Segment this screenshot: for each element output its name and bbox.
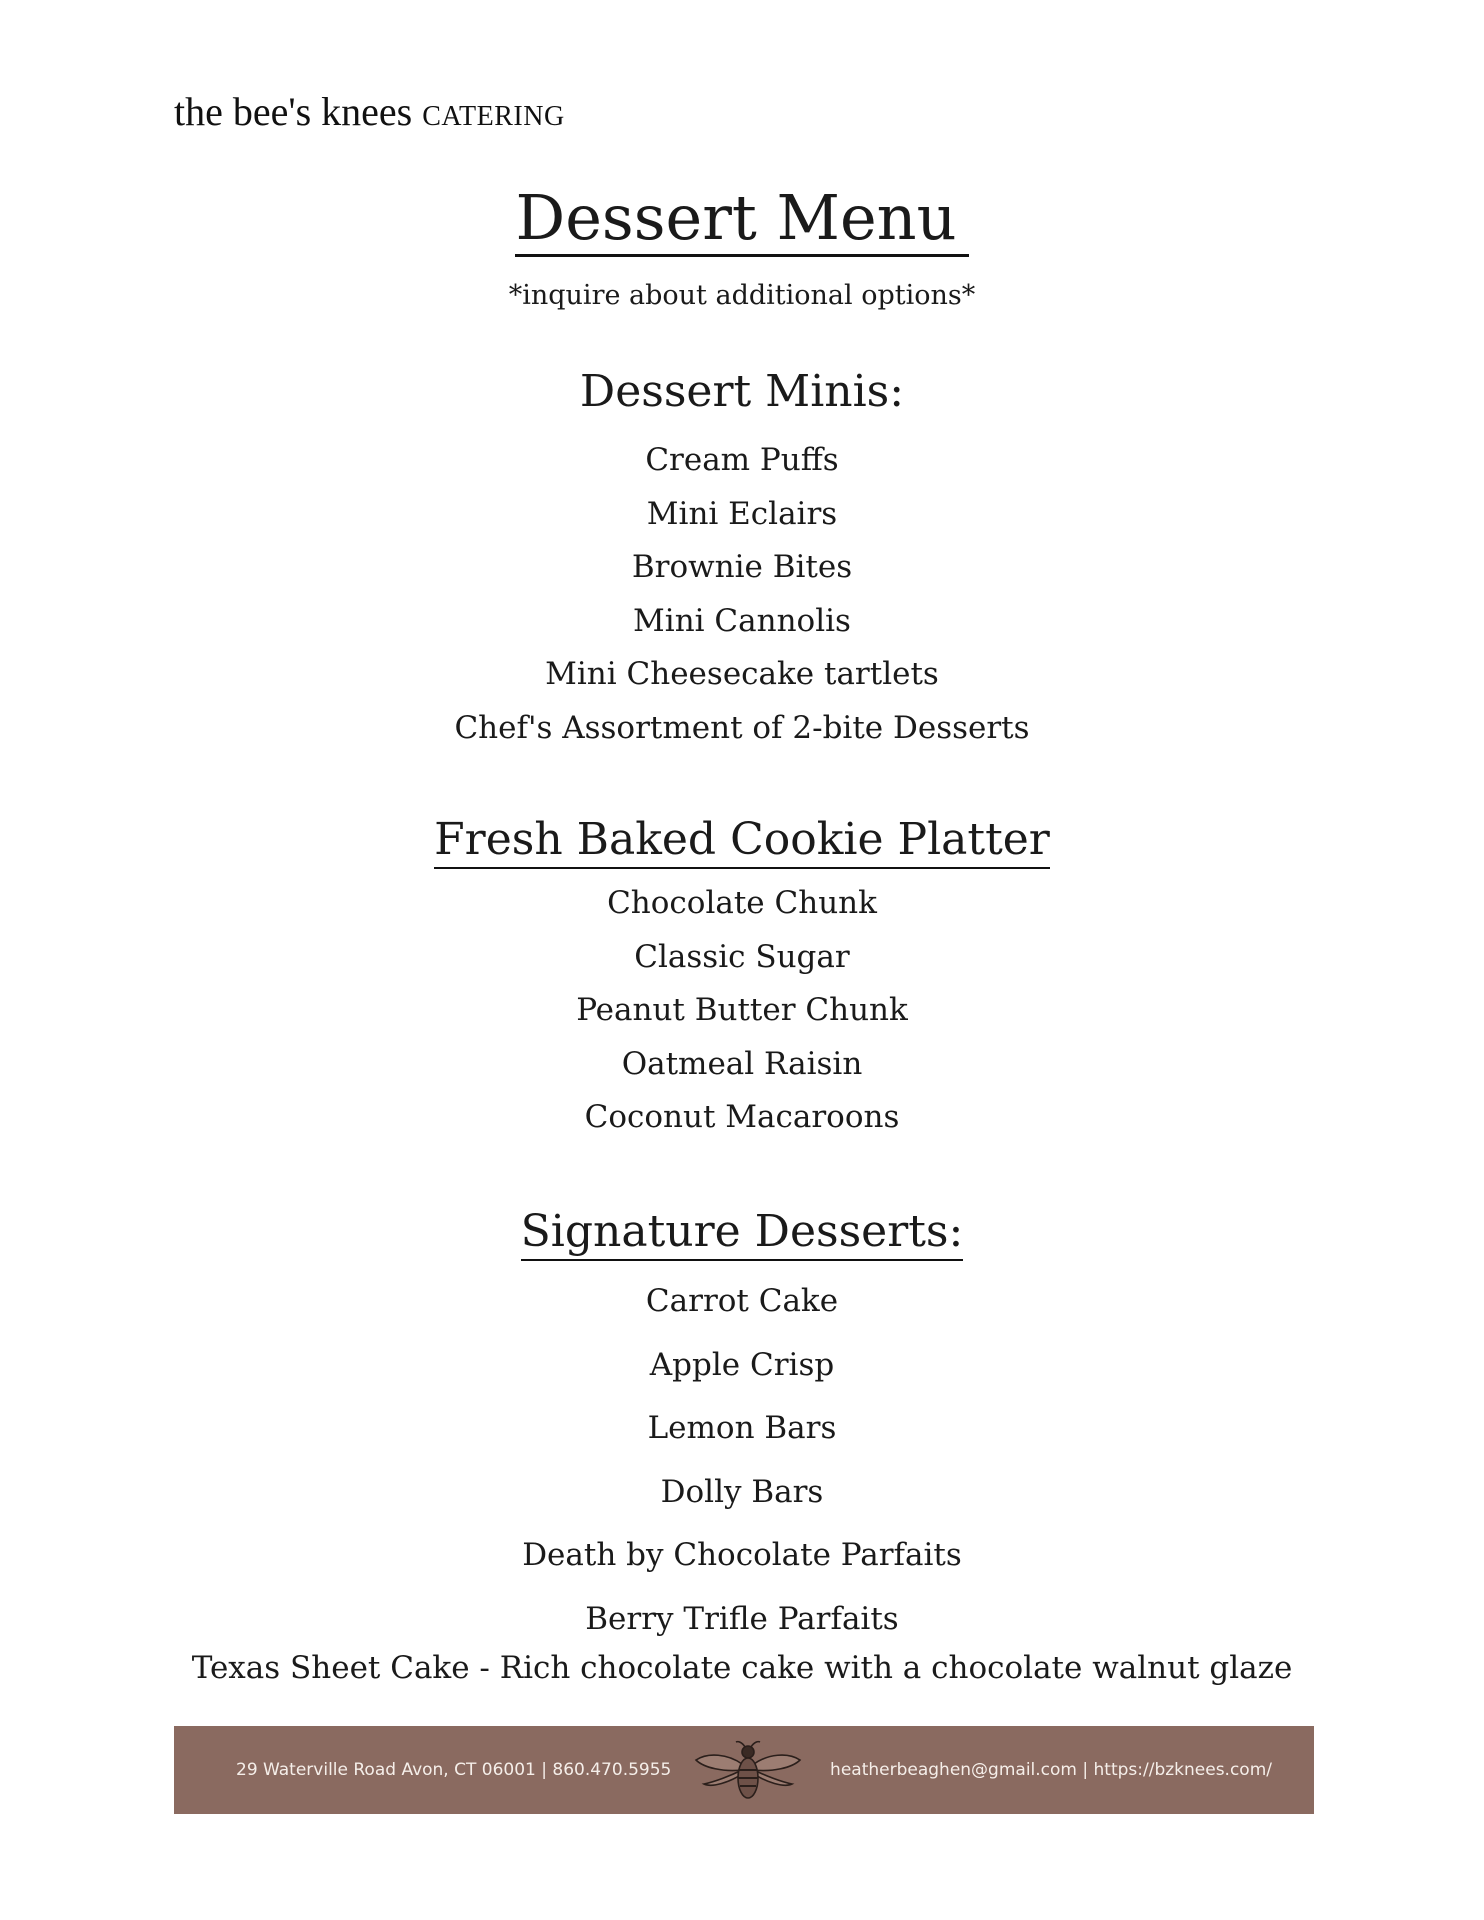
list-item: Berry Trifle Parfaits [585,1600,899,1637]
brand-name [174,88,565,135]
list-item: Coconut Macaroons [584,1099,900,1135]
section-heading-signature [0,1202,1484,1262]
list-item: Texas Sheet Cake - Rich chocolate cake with a chocolate walnut glaze [191,1650,1293,1686]
brand-suffix: CATERING [422,101,565,132]
list-item: Classic Sugar [634,938,850,975]
list-item: Cream Puffs [645,442,839,478]
list-item: Mini Cheesecake tartlets [545,656,939,692]
section-heading-signature-text: Signature Desserts: [521,1206,964,1261]
footer-address: 29 Waterville Road Avon, CT 06001 | 860.470.5955 [236,1760,672,1780]
footer-contact: heatherbeaghen@gmail.com | https://bzknees.com/ [830,1760,1272,1780]
section-heading-minis-text: Dessert Minis: [579,366,905,417]
list-item: Chef's Assortment of 2-bite Desserts [454,709,1030,746]
bee-icon [690,1740,806,1802]
list-item: Brownie Bites [631,549,853,585]
list-item: Chocolate Chunk [607,885,877,921]
section-heading-cookies [0,810,1484,870]
footer-bar [174,1726,1314,1814]
signature-list [0,1270,1484,1693]
cookies-list [0,877,1484,1145]
section-heading-cookies-text: Fresh Baked Cookie Platter [434,814,1050,869]
list-item: Oatmeal Raisin [621,1045,863,1082]
list-item: Carrot Cake [645,1283,839,1319]
page-title [0,178,1484,258]
list-item: Apple Crisp [649,1346,835,1383]
list-item: Mini Eclairs [646,495,838,532]
brand-name-text: the bee's knees [174,89,413,134]
list-item: Death by Chocolate Parfaits [522,1537,962,1573]
list-item: Peanut Butter Chunk [576,992,908,1028]
page-title-text: Dessert Menu [515,181,968,257]
section-heading-minis [0,362,1484,422]
list-item: Dolly Bars [660,1473,824,1510]
list-item: Mini Cannolis [633,602,851,639]
list-item: Lemon Bars [647,1410,837,1446]
minis-list [0,434,1484,755]
subtitle: *inquire about additional options* [508,280,976,311]
